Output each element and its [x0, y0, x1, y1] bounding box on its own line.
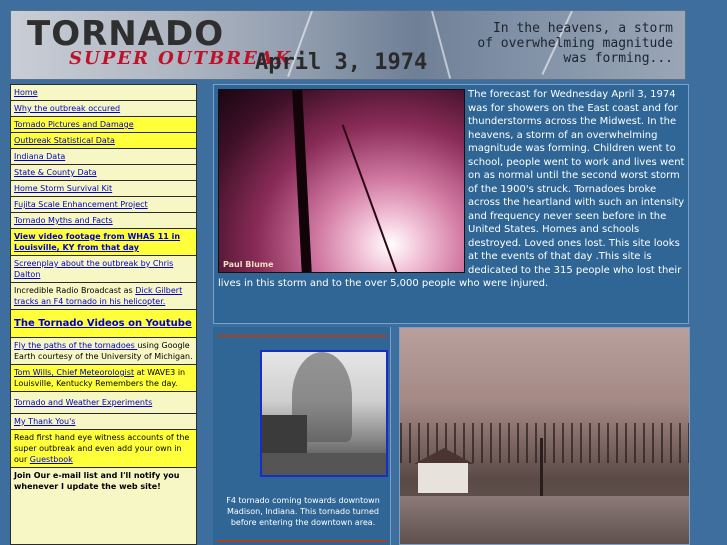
photo-house	[418, 463, 468, 493]
nav-item-thank-yous	[11, 414, 196, 430]
nav-link-radio[interactable]: Dick Gilbert tracks an F4 tornado in his helicopter.	[14, 286, 183, 306]
photo-building	[262, 415, 307, 455]
nav-item-statistics	[11, 133, 196, 149]
nav-link-why-outbreak[interactable]: Why the outbreak occured	[14, 104, 121, 113]
nav-item-radio	[11, 283, 196, 310]
article-body: The forecast for Wednesday April 3, 1974 was for showers on the East coast and for thunderstorms across the Midwest. In the heavens, a storm of an overwhelming magnitude was forming. Children went to school, people went to work and lives went on as normal until the second worst storm of the 1900's struck. Tornadoes broke across the heartland with such an intensity and frequency never seen before in the United States. Homes and schools destroyed. Loved ones lost. This site looks at the events of that day .This site is dedicated to the 315 people who lost their lives in this storm and to the over 5,000 people who were injured.	[218, 89, 685, 289]
banner-subtitle: SUPER OUTBREAK	[69, 48, 293, 69]
nav-link-fujita[interactable]: Fujita Scale Enhancement Project	[14, 200, 148, 209]
nav-item-pictures	[11, 117, 196, 133]
nav-text-radio: Incredible Radio Broadcast as	[14, 286, 136, 295]
nav-item-screenplay	[11, 256, 196, 283]
photo-roof	[414, 448, 474, 464]
nav-link-thank-yous[interactable]: My Thank You's	[14, 417, 76, 426]
nav-item-guestbook	[11, 430, 196, 468]
banner-quote-line: In the heavens, a storm	[492, 21, 673, 36]
nav-link-state-county[interactable]: State & County Data	[14, 168, 97, 177]
nav-link-myths[interactable]: Tornado Myths and Facts	[14, 216, 113, 225]
divider	[217, 540, 387, 542]
photo-spacer	[218, 88, 468, 276]
nav-item-experiments	[11, 392, 196, 414]
main-content	[213, 84, 690, 545]
site-banner	[10, 10, 686, 80]
nav-item-state-county	[11, 165, 196, 181]
photo-flood-water	[400, 496, 690, 545]
nav-link-tom-wills[interactable]: Tom Wills, Chief Meteorologist	[14, 368, 135, 377]
banner-quote-line: of overwhelming magnitude	[477, 36, 673, 51]
nav-link-home[interactable]: Home	[14, 88, 38, 97]
nav-item-myths	[11, 213, 196, 229]
banner-quote	[473, 21, 673, 66]
sidebar-nav	[10, 84, 197, 545]
nav-link-statistics[interactable]: Outbreak Statistical Data	[14, 136, 115, 145]
banner-title: TORNADO	[27, 14, 225, 54]
nav-link-google-earth[interactable]: Fly the paths of the tornadoes	[14, 341, 138, 350]
photo-road	[262, 453, 388, 475]
flood-house-photo[interactable]	[399, 327, 690, 545]
nav-link-video-footage[interactable]: View video footage from WHAS 11 in Louisville, KY from that day	[14, 232, 181, 252]
divider	[217, 335, 387, 337]
nav-item-indiana	[11, 149, 196, 165]
nav-text-google-earth: using Google Earth courtesy of the University of Michigan.	[14, 341, 193, 361]
banner-quote-line: was forming...	[563, 51, 673, 66]
nav-text-tom-wills: at WAVE3 in Louisville, Kentucky Remembers the day.	[14, 368, 186, 388]
nav-link-youtube[interactable]: The Tornado Videos on Youtube	[14, 318, 192, 329]
nav-item-home	[11, 85, 196, 101]
nav-link-indiana[interactable]: Indiana Data	[14, 152, 66, 161]
lightning-decoration	[431, 11, 451, 79]
nav-link-survival-kit[interactable]: Home Storm Survival Kit	[14, 184, 113, 193]
madison-caption: F4 tornado coming towards downtown Madison, Indiana. This tornado turned before entering the downtown area.	[226, 496, 380, 527]
article-text-block	[218, 88, 686, 291]
nav-link-guestbook[interactable]: Guestbook	[29, 455, 73, 464]
nav-item-tom-wills	[11, 365, 196, 392]
nav-item-why	[11, 101, 196, 117]
madison-tornado-photo[interactable]	[260, 350, 388, 477]
nav-item-google-earth	[11, 338, 196, 365]
nav-link-experiments[interactable]: Tornado and Weather Experiments	[14, 398, 153, 407]
nav-item-survival-kit	[11, 181, 196, 197]
article-panel	[213, 84, 689, 324]
nav-text-guestbook: Read first hand eye witness accounts of the super outbreak and even add your own in our	[14, 433, 190, 464]
nav-item-fujita	[11, 197, 196, 213]
nav-link-pictures[interactable]: Tornado Pictures and Damage	[14, 120, 134, 129]
nav-item-email-list	[11, 468, 196, 494]
nav-link-screenplay[interactable]: Screenplay about the outbreak by Chris Dalton	[14, 259, 174, 279]
nav-text-email-list: Join Our e-mail list and I'll notify you whenever I update the web site!	[14, 471, 180, 491]
banner-date: April 3, 1974	[255, 50, 428, 75]
nav-item-youtube	[11, 310, 196, 338]
nav-item-video-footage	[11, 229, 196, 256]
photo-credit: Paul Blume	[223, 260, 274, 269]
madison-panel	[213, 327, 391, 545]
